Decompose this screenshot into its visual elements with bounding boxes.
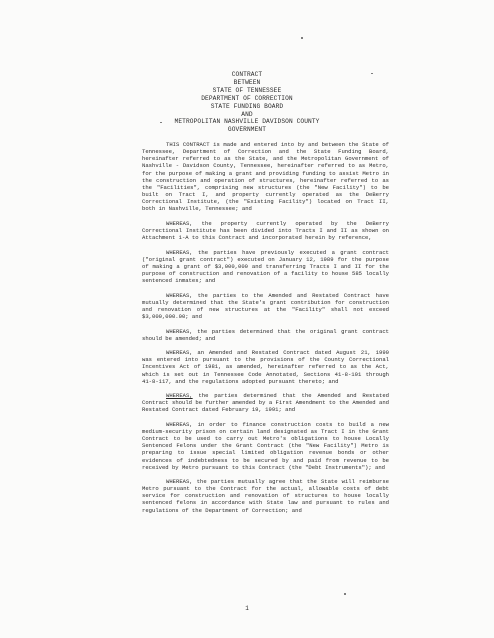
title-line: GOVERNMENT: [227, 126, 267, 134]
paragraph-whereas: WHEREAS, an Amended and Restated Contract dated August 21, 1990 was entered into pursuant to the provisions of the County Correctional Incentives Act of 1981, as amended, hereinafter referred to as the Act, which is set out in Tennessee Code Annotated, Sections 41-8-101 through 41-8-117, and the regulations adopted pursuant thereto; and: [142, 349, 389, 385]
contract-title: [0, 71, 494, 134]
scan-speck: [301, 37, 303, 39]
title-line: AND: [241, 110, 253, 118]
paragraph-whereas: WHEREAS, the parties have previously executed a grant contract ("original grant contract") executed on January 12, 1989 for the purpose of making a grant of $3,000,000 and transferring Tracts I and II for the purpose of construction and renovation of a facility to house 585 locally sentenced inmates; and: [142, 248, 389, 285]
title-line: METROPOLITAN NASHVILLE DAVIDSON COUNTY: [174, 118, 320, 126]
page-number: 1: [245, 605, 249, 612]
paragraph-whereas: WHEREAS, the property currently operated by the DeBerry Correctional Institute has been divided into Tracts I and II as shown on Attachment 1-A to this Contract and incorporated herein by reference,: [142, 220, 389, 242]
paragraph-text: the parties determined that the Amended and Restated Contract should be further amended by a First Amendment to the Amended and Restated Contract dated February 19, 1991; and: [142, 392, 389, 414]
paragraph-whereas: WHEREAS, the parties mutually agree that the State will reimburse Metro pursuant to the Contract for the actual, allowable costs of debt service for construction and renovation of structures to house locally sentenced felons in accordance with State law and pursuant to rules and regulations of the Department of Correction; and: [142, 478, 389, 514]
paragraph-whereas: WHEREAS, the parties determined that the original grant contract should be amended; and: [142, 327, 389, 342]
title-line: STATE OF TENNESSEE: [212, 86, 282, 94]
underlined-whereas: WHEREAS,: [166, 392, 193, 400]
scan-speck: [344, 593, 346, 595]
contract-body: [142, 141, 389, 521]
title-line: STATE FUNDING BOARD: [210, 102, 284, 110]
paragraph-preamble: THIS CONTRACT is made and entered into by and between the State of Tennessee, Department of Correction and the State Funding Board, hereinafter referred to as the State, and the Metropolitan Government of Nashville - Davidson County, Tennessee, hereinafter referred to as Metro, for the purpose of making a grant and providing funding to assist Metro in the construction and operation of structures, hereinafter referred to as the "Facilities", comprising new structures (the "New Facility") to be built on Tract I, and property currently operated as the DeBerry Correctional Institute, (the "Existing Facility") located on Tract II, both in Nashville, Tennessee; and: [142, 141, 389, 213]
paragraph-whereas: [142, 392, 389, 413]
paragraph-whereas: WHEREAS, the parties to the Amended and Restated Contract have mutually determined that the State's grant contribution for construction and renovation of new structures at the "Facility" shall not exceed $3,000,000.00; and: [142, 291, 389, 321]
title-line: DEPARTMENT OF CORRECTION: [201, 94, 293, 102]
title-line: CONTRACT: [231, 71, 263, 78]
paragraph-whereas: WHEREAS, in order to finance construction costs to build a new medium-security prison on certain land designated as Tract I in the Grant Contract to be used to carry out Metro's obligations to house Locally Sentenced Felons under the Grant Contract (the "New Facility") Metro is preparing to issue special limited obligation revenue bonds or other evidences of indebtedness to be secured by and paid from revenue to be received by Metro pursuant to this Contract (the "Debt Instruments"); and: [142, 420, 389, 471]
title-line: BETWEEN: [233, 78, 261, 86]
